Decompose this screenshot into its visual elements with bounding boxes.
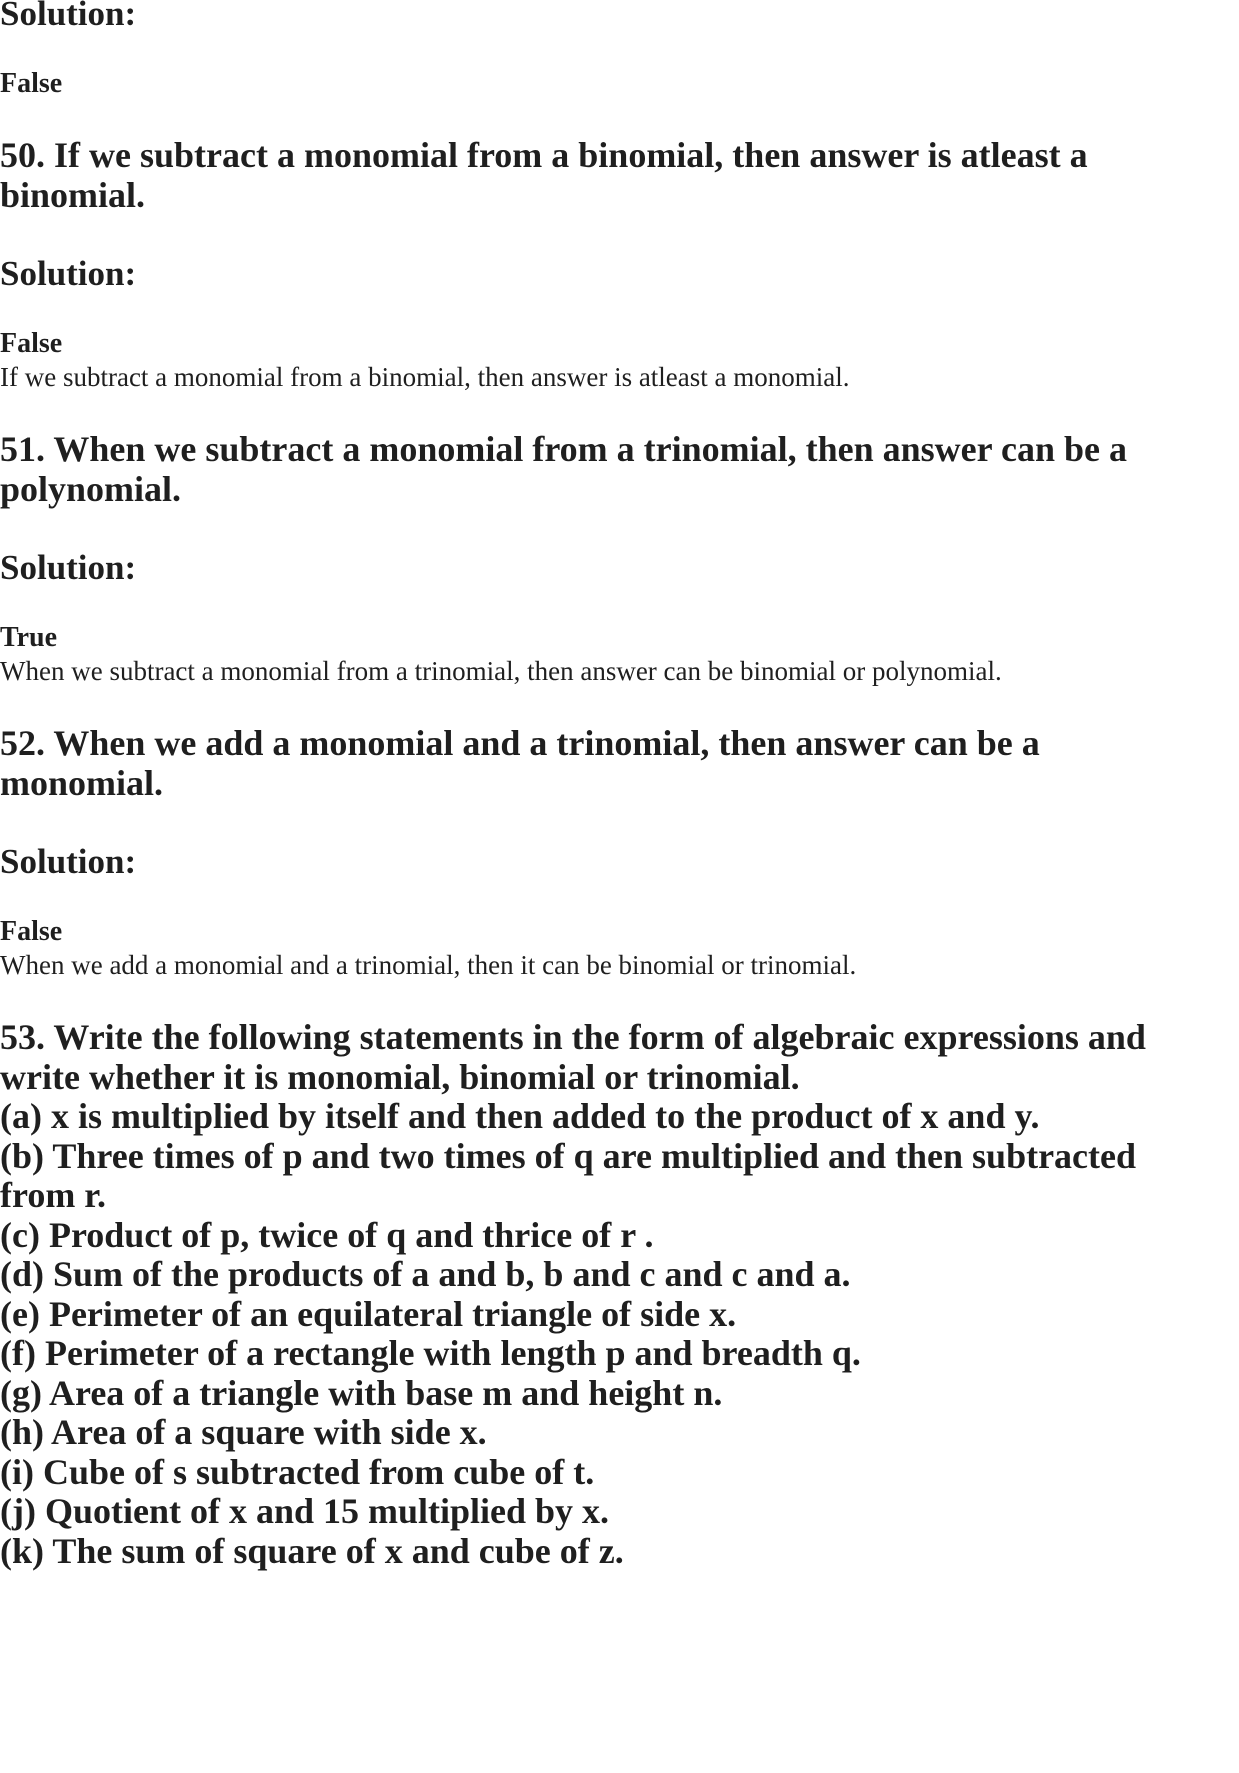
question-50-line-2: binomial.	[0, 175, 146, 215]
question-53-part-b-line-1: (b) Three times of p and two times of q are multiplied and then subtracted	[0, 1136, 1137, 1176]
question-51-line-2: polynomial.	[0, 469, 182, 509]
solution-verdict: False	[0, 916, 63, 947]
question-53-part-d: (d) Sum of the products of a and b, b and c and c and a.	[0, 1254, 851, 1294]
question-52-line-1: 52. When we add a monomial and a trinomial, then answer can be a	[0, 723, 1040, 763]
question-53-part-a: (a) x is multiplied by itself and then added to the product of x and y.	[0, 1096, 1040, 1136]
question-51-line-1: 51. When we subtract a monomial from a trinomial, then answer can be a	[0, 429, 1127, 469]
question-53-part-e: (e) Perimeter of an equilateral triangle of side x.	[0, 1294, 737, 1334]
solution-heading: Solution:	[0, 842, 137, 881]
solution-heading: Solution:	[0, 548, 137, 587]
question-53-part-j: (j) Quotient of x and 15 multiplied by x.	[0, 1491, 610, 1531]
question-53-part-f: (f) Perimeter of a rectangle with length p and breadth q.	[0, 1333, 861, 1373]
question-53-part-b-line-2: from r.	[0, 1175, 106, 1215]
solution-verdict: False	[0, 328, 63, 359]
question-53-part-i: (i) Cube of s subtracted from cube of t.	[0, 1452, 595, 1492]
solution-verdict: True	[0, 622, 58, 653]
question-50-line-1: 50. If we subtract a monomial from a binomial, then answer is atleast a	[0, 135, 1088, 175]
question-52-line-2: monomial.	[0, 763, 164, 803]
solution-verdict: False	[0, 68, 63, 99]
question-53-line-2: write whether it is monomial, binomial or trinomial.	[0, 1057, 800, 1097]
solution-heading: Solution:	[0, 0, 137, 33]
question-53-part-c: (c) Product of p, twice of q and thrice of r .	[0, 1215, 654, 1255]
question-53-part-h: (h) Area of a square with side x.	[0, 1412, 487, 1452]
question-53-part-g: (g) Area of a triangle with base m and height n.	[0, 1373, 723, 1413]
question-53-line-1: 53. Write the following statements in the form of algebraic expressions and	[0, 1017, 1146, 1057]
solution-explanation: When we add a monomial and a trinomial, then it can be binomial or trinomial.	[0, 950, 857, 980]
solution-heading: Solution:	[0, 254, 137, 293]
solution-explanation: If we subtract a monomial from a binomial, then answer is atleast a monomial.	[0, 362, 850, 392]
question-53-part-k: (k) The sum of square of x and cube of z.	[0, 1531, 624, 1571]
solution-explanation: When we subtract a monomial from a trinomial, then answer can be binomial or polynomial.	[0, 656, 1002, 686]
